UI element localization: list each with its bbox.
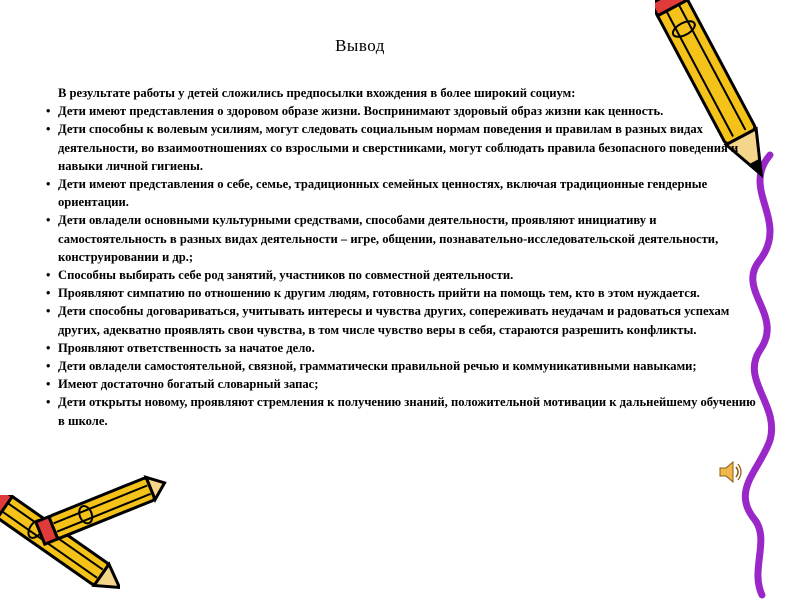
list-item: • Способны выбирать себе род занятий, участников по совместной деятельности. bbox=[46, 266, 761, 284]
page-title: Вывод bbox=[335, 36, 385, 55]
slide-content bbox=[46, 84, 761, 430]
list-item: • Имеют достаточно богатый словарный запас; bbox=[46, 375, 761, 393]
list-item: • Дети имеют представления о себе, семье, традиционных семейных ценностях, включая традиционные гендерные ориентации. bbox=[46, 175, 761, 211]
pencil-icon bbox=[30, 470, 170, 550]
list-item: • Дети способны к волевым усилиям, могут следовать социальным нормам поведения и правилам в разных видах деятельности, во взаимоотношениях со взрослыми и сверстниками, могут соблюдать правила безопасного поведения и навыки личной гигиены. bbox=[46, 120, 761, 175]
list-item: • Дети открыты новому, проявляют стремления к получению знаний, положительной мотивации к дальнейшему обучению в школе. bbox=[46, 393, 761, 429]
list-item: • Дети овладели основными культурными средствами, способами деятельности, проявляют инициативу и самостоятельность в разных видах деятельности – игре, общении, познавательно-исследовательской деятельности, конструировании и др.; bbox=[46, 211, 761, 266]
list-item: • Дети способны договариваться, учитывать интересы и чувства других, сопереживать неудачам и радоваться успехам других, адекватно проявлять свои чувства, в том числе чувство веры в себя, стараются разрешить конфликты. bbox=[46, 302, 761, 338]
conclusion-list bbox=[46, 102, 761, 430]
intro-text: В результате работы у детей сложились предпосылки вхождения в более широкий социум: bbox=[58, 86, 576, 100]
list-item: • Проявляют ответственность за начатое дело. bbox=[46, 339, 761, 357]
speaker-icon[interactable] bbox=[718, 460, 744, 484]
list-item: • Дети имеют представления о здоровом образе жизни. Воспринимают здоровый образ жизни как ценность. bbox=[46, 102, 761, 120]
list-item: • Проявляют симпатию по отношению к другим людям, готовность прийти на помощь тем, кто в этом нуждается. bbox=[46, 284, 761, 302]
list-item: • Дети овладели самостоятельной, связной, грамматически правильной речью и коммуникативными навыками; bbox=[46, 357, 761, 375]
